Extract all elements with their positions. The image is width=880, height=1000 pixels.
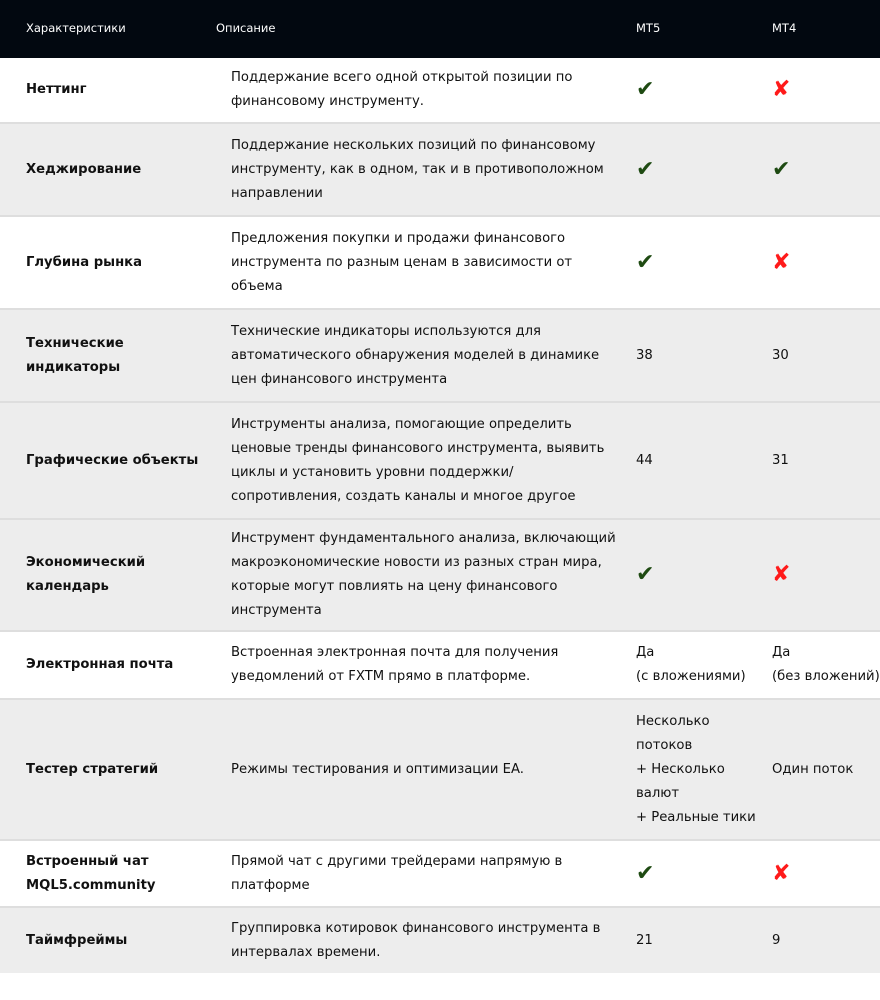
feature-text: Неттинг (26, 82, 87, 97)
value-text: 31 (772, 452, 789, 468)
mt5-cell (636, 841, 766, 906)
description-text: Встроенная электронная почта для получения уведомлений от FXTM прямо в платформе. (231, 645, 559, 684)
description-cell (231, 124, 616, 215)
table-row (0, 403, 880, 520)
value-text: Да (без вложений) (772, 645, 880, 684)
value-text: Один поток (772, 761, 854, 777)
cross-icon: ✘ (772, 860, 791, 886)
checkmark-icon: ✔ (636, 77, 655, 102)
cross-icon: ✘ (772, 77, 791, 102)
checkmark-icon: ✔ (636, 860, 655, 886)
description-text: Инструменты анализа, помогающие определить ценовые тренды финансового инструмента, выявить циклы и установить уровни поддержки/ сопротивления, создать каналы и многое другое (231, 416, 605, 504)
description-cell (231, 700, 616, 839)
checkmark-icon: ✔ (636, 249, 655, 275)
feature-cell (26, 217, 216, 308)
table-row (0, 124, 880, 217)
description-cell (231, 403, 616, 518)
table-row (0, 908, 880, 973)
mt5-cell (636, 632, 766, 698)
cross-icon: ✘ (772, 249, 791, 275)
mt4-cell (772, 403, 880, 518)
mt4-cell (772, 700, 880, 839)
description-text: Режимы тестирования и оптимизации EA. (231, 761, 524, 777)
table-row (0, 58, 880, 124)
table-row (0, 841, 880, 908)
mt5-cell (636, 908, 766, 973)
checkmark-icon: ✔ (636, 562, 655, 587)
checkmark-icon: ✔ (772, 156, 791, 182)
table-row (0, 700, 880, 841)
feature-cell (26, 841, 216, 906)
description-text: Поддержание всего одной открытой позиции по финансовому инструменту. (231, 70, 573, 109)
table-row (0, 632, 880, 700)
mt5-cell (636, 217, 766, 308)
mt4-cell (772, 520, 880, 630)
comparison-table-body (0, 58, 880, 973)
description-cell (231, 632, 616, 698)
feature-text: Таймфреймы (26, 932, 128, 948)
mt5-cell (636, 58, 766, 122)
feature-text: Глубина рынка (26, 254, 143, 270)
header-feature: Характеристики (26, 21, 126, 35)
value-text: Несколько потоков + Несколько валют + Реальные тики (636, 713, 756, 825)
checkmark-icon: ✔ (636, 156, 655, 182)
description-cell (231, 217, 616, 308)
table-row (0, 217, 880, 310)
feature-text: Тестер стратегий (26, 761, 159, 777)
table-header (0, 0, 880, 58)
feature-cell (26, 58, 216, 122)
value-text: 30 (772, 347, 789, 363)
mt5-cell (636, 124, 766, 215)
description-text: Группировка котировок финансового инструмента в интервалах времени. (231, 920, 601, 960)
header-mt4: MT4 (772, 21, 797, 35)
description-text: Технические индикаторы используются для автоматического обнаружения моделей в динамике цен финансового инструмента (231, 323, 600, 387)
value-text: 38 (636, 347, 653, 363)
feature-cell (26, 124, 216, 215)
mt4-cell (772, 58, 880, 122)
mt5-cell (636, 520, 766, 630)
description-text: Предложения покупки и продажи финансового инструмента по разным ценам в зависимости от объема (231, 230, 573, 294)
description-cell (231, 310, 616, 401)
description-text: Инструмент фундаментального анализа, включающий макроэкономические новости из разных стран мира, которые могут повлиять на цену финансового инструмента (231, 531, 616, 618)
table-row (0, 520, 880, 632)
value-text: 21 (636, 932, 653, 948)
value-text: Да (с вложениями) (636, 645, 746, 684)
description-cell (231, 908, 616, 973)
feature-text: Электронная почта (26, 657, 174, 672)
mt4-cell (772, 841, 880, 906)
mt5-cell (636, 700, 766, 839)
cross-icon: ✘ (772, 562, 791, 587)
description-text: Поддержание нескольких позиций по финансовому инструменту, как в одном, так и в противоположном направлении (231, 137, 604, 201)
description-cell (231, 520, 616, 630)
feature-text: Технические индикаторы (26, 335, 124, 375)
mt5-cell (636, 403, 766, 518)
value-text: 9 (772, 932, 781, 948)
feature-cell (26, 700, 216, 839)
description-cell (231, 841, 616, 906)
mt5-cell (636, 310, 766, 401)
feature-cell (26, 310, 216, 401)
feature-cell (26, 403, 216, 518)
feature-text: Встроенный чат MQL5.community (26, 853, 156, 893)
mt4-cell (772, 632, 880, 698)
table-row (0, 310, 880, 403)
mt4-cell (772, 217, 880, 308)
description-text: Прямой чат с другими трейдерами напрямую в платформе (231, 853, 563, 893)
description-cell (231, 58, 616, 122)
mt4-cell (772, 908, 880, 973)
feature-text: Экономический календарь (26, 555, 146, 594)
feature-text: Хеджирование (26, 161, 142, 177)
feature-text: Графические объекты (26, 452, 199, 468)
header-mt5: MT5 (636, 21, 661, 35)
mt4-cell (772, 124, 880, 215)
mt4-cell (772, 310, 880, 401)
feature-cell (26, 908, 216, 973)
feature-cell (26, 632, 216, 698)
value-text: 44 (636, 452, 653, 468)
header-description: Описание (216, 21, 276, 35)
feature-cell (26, 520, 216, 630)
